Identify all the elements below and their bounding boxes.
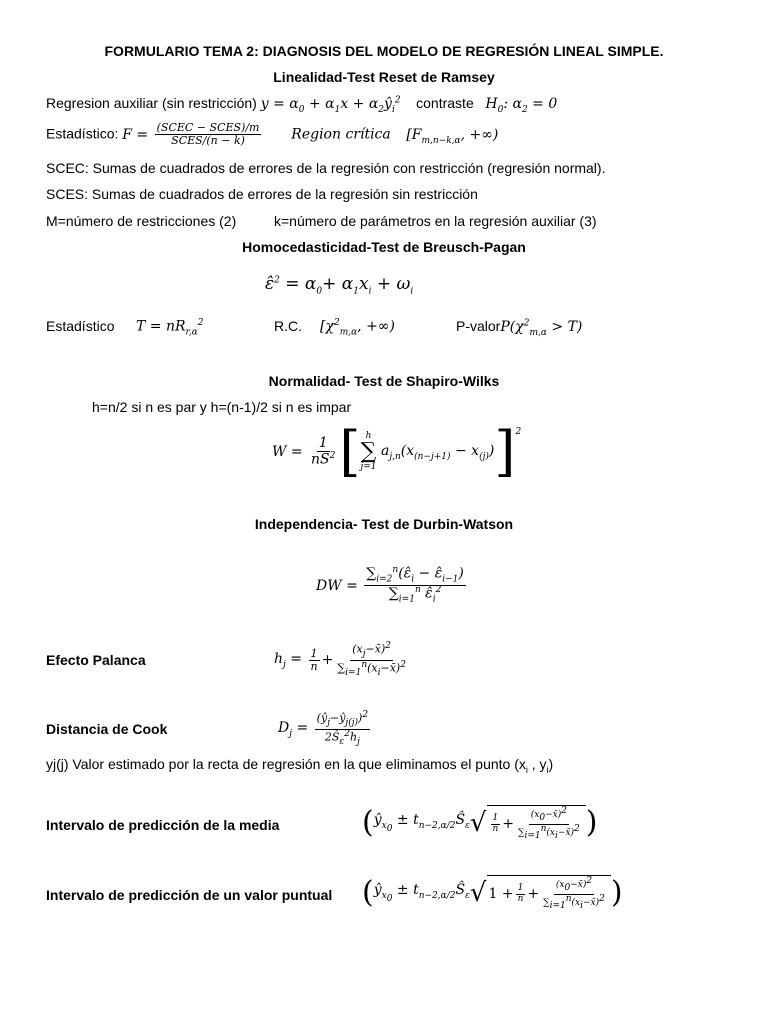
estadistico-label: Estadístico:: [46, 125, 119, 142]
cook-note-sub-yi: i: [546, 764, 549, 775]
page-title: FORMULARIO TEMA 2: DIAGNOSIS DEL MODELO DE REGRESIÓN LINEAL SIMPLE.: [104, 43, 664, 59]
cook-note-end: ): [548, 756, 554, 772]
bp-pvalor-label: P-valor: [456, 318, 501, 334]
cook-note-mid: , y: [527, 756, 547, 772]
bp-rc-label: R.C.: [274, 318, 302, 334]
aux-regression-formula: $y = \alpha_0 + \alpha_1x$ + $\alpha_2ŷ_i^2$: [260, 95, 401, 115]
ramsey-stat-row: [46, 122, 498, 147]
contraste-label: contraste: [416, 95, 474, 111]
scec-definition: SCEC: Sumas de cuadrados de errores de la regresión con restricción (regresión normal).: [46, 160, 606, 176]
bp-pvalor: [456, 318, 582, 338]
homocedasticidad-heading: Homocedasticidad-Test de Breusch-Pagan: [242, 239, 526, 255]
bp-estadistico-label: Estadístico: [46, 318, 115, 334]
ramsey-aux-row: [46, 95, 557, 115]
sces-definition: SCES: Sumas de cuadrados de errores de la regresión sin restricción: [46, 186, 478, 202]
intervalo-media-label: Intervalo de predicción de la media: [46, 817, 280, 833]
intervalo-media-formula: ( $ŷ_{x_0}$ ± $t_{n-2,\alpha/2}Ŝ_\varepsilon$ √ $\frac{1}{n}$ + $\frac{(x_0-x̄)^2}{\sum_{i=1}^n(x_i-x̄)^2}$ ): [362, 805, 598, 841]
bp-rc-formula: [$\chi^2_{m,\alpha}$, +∞): [320, 318, 395, 338]
palanca-formula: $h_j$ = $\frac{1}{n}$ + $\frac{(x_j-x̄)^2}{\sum_{i=1}^n(x_i-x̄)^2}$: [274, 641, 406, 678]
cook-formula: $D_j$ = $\frac{(ŷ_j-ŷ_{j(j)})^2}{2Ŝ_\varepsilon^2h_j}$: [278, 710, 369, 747]
cook-note: [46, 756, 553, 775]
durbin-watson-formula: DW = $\frac{\sum_{i=2}^n(\varepsilon̂_i - \varepsilon̂_{i-1})}{\sum_{i=1}^n \varepsilon̂_i^2}$: [316, 565, 464, 605]
bp-statistic-formula: $T = nR_{r,\alpha}^2$: [136, 318, 204, 338]
independencia-heading: Independencia- Test de Durbin-Watson: [254, 516, 514, 532]
shapiro-wilks-formula: W = $\frac{1}{nS^2}$ [ h ∑ j=1 $a_{j,n}(x_{(n-j+1)} - x_{(j)})$ ] $^2$: [272, 420, 522, 483]
region-formula: [$F_{m,n-k,\alpha}$, +∞): [406, 126, 499, 146]
intervalo-puntual-label: Intervalo de predicción de un valor puntual: [46, 887, 333, 903]
k-definition: k=número de parámetros en la regresión auxiliar (3): [274, 213, 597, 229]
breusch-pagan-regression: ε̂$^2$ = $\alpha_0+ \alpha_1x_i + \omega_i$: [265, 274, 414, 297]
cook-note-sub-xi: i: [525, 764, 528, 775]
m-definition: M=número de restricciones (2): [46, 213, 237, 229]
cook-label: Distancia de Cook: [46, 721, 168, 737]
aux-label: Regresion auxiliar (sin restricción): [46, 95, 257, 111]
bp-pvalor-formula: $P(\chi^2_{m,\alpha} > T)$: [500, 318, 583, 338]
normalidad-heading: Normalidad- Test de Shapiro-Wilks: [268, 373, 500, 389]
linealidad-heading: Linealidad-Test Reset de Ramsey: [273, 69, 495, 85]
cook-note-text: yj(j) Valor estimado por la recta de regresión en la que eliminamos el punto (x: [46, 756, 526, 772]
intervalo-puntual-formula: ( $ŷ_{x_0}$ ± $t_{n-2,\alpha/2}Ŝ_\varepsilon$ √ 1 + $\frac{1}{n}$ + $\frac{(x_0-x̄)^2}{\sum_{i=1}^n(x_i-x̄)^2}$ ): [362, 875, 623, 911]
palanca-label: Efecto Palanca: [46, 652, 146, 668]
contraste-formula: $H_0$: $\alpha_2 = 0$: [485, 96, 558, 115]
region-label: Region crítica: [291, 126, 391, 143]
h-definition: h=n/2 si n es par y h=(n-1)/2 si n es impar: [92, 399, 352, 415]
f-statistic-formula: F = $\frac{\text{(SCEC − SCES)/m}}{\text{SCES/(n − k)}}$: [122, 121, 260, 148]
